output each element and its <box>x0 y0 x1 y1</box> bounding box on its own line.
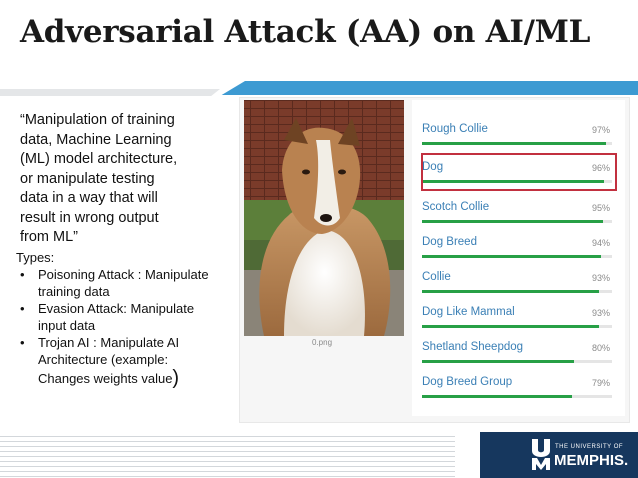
type-item-poisoning <box>16 266 234 300</box>
result-bar-fill <box>422 290 599 293</box>
result-percent: 93% <box>591 273 610 283</box>
quote-line: “Manipulation of training <box>20 112 175 128</box>
result-label: Dog Breed Group <box>422 376 513 388</box>
header-stripe <box>0 78 638 96</box>
attack-types <box>16 249 234 387</box>
result-bar-track <box>422 360 612 363</box>
result-percent: 94% <box>591 238 610 248</box>
type-item-trojan-cont <box>16 367 234 389</box>
result-row-shetland-sheepdog <box>420 341 614 375</box>
result-label: Rough Collie <box>422 123 488 135</box>
collie-image <box>244 100 404 336</box>
dog-photo <box>244 100 404 336</box>
result-label: Dog Breed <box>422 236 477 248</box>
type-text: training data <box>38 284 110 299</box>
result-label: Collie <box>422 271 451 283</box>
image-caption: 0.png <box>312 338 333 347</box>
type-text: Trojan AI : Manipulate AI <box>38 335 180 350</box>
closing-paren: ) <box>172 367 180 389</box>
result-bar-fill <box>422 325 599 328</box>
label-results-panel <box>412 100 625 416</box>
result-row-scotch-collie <box>420 201 614 235</box>
highlight-box <box>421 153 617 191</box>
logo-text-big: MEMPHIS. <box>554 452 629 469</box>
result-label: Dog <box>422 161 444 173</box>
result-bar-track <box>422 220 612 223</box>
quote-line: data, Machine Learning <box>20 131 172 148</box>
type-item-trojan <box>16 334 234 368</box>
slide-title: Adversarial Attack (AA) on AI/ML <box>20 14 591 50</box>
result-percent: 80% <box>591 343 610 353</box>
result-row-dog-breed <box>420 236 614 270</box>
type-text: input data <box>38 318 96 333</box>
type-text: Evasion Attack: Manipulate <box>38 301 195 316</box>
types-heading: Types: <box>16 250 55 265</box>
result-percent: 79% <box>591 378 610 388</box>
quote-line: (ML) model architecture, <box>20 151 178 167</box>
footer-lines <box>0 432 455 478</box>
result-percent: 96% <box>591 163 610 173</box>
result-row-dog-like-mammal <box>420 306 614 340</box>
quote-line: result in wrong output <box>20 209 159 226</box>
result-percent: 95% <box>591 203 610 213</box>
result-percent: 93% <box>591 308 610 318</box>
result-row-collie <box>420 271 614 305</box>
logo-text-small: THE UNIVERSITY OF <box>555 444 624 450</box>
result-bar-track <box>422 142 612 145</box>
result-label: Scotch Collie <box>422 201 490 213</box>
result-percent: 97% <box>591 125 610 135</box>
result-bar-track <box>422 290 612 293</box>
quote-line: data in a way that will <box>20 190 158 206</box>
type-text: Poisoning Attack : Manipulate <box>38 267 209 282</box>
result-row-dog-breed-group <box>420 376 614 410</box>
grey-wedge <box>0 89 220 96</box>
quote-line: or manipulate testing <box>20 170 155 187</box>
bullet: • <box>20 267 25 282</box>
classification-figure <box>239 97 630 423</box>
bullet: • <box>20 301 25 316</box>
types-list <box>16 266 234 387</box>
definition-quote <box>20 111 225 248</box>
result-bar-fill <box>422 220 603 223</box>
result-bar-fill <box>422 255 601 258</box>
result-bar-fill <box>422 142 606 145</box>
type-text: Changes weights value <box>38 371 173 386</box>
result-row-rough-collie <box>420 123 614 157</box>
result-label: Shetland Sheepdog <box>422 341 524 353</box>
result-bar-fill <box>422 395 572 398</box>
result-label: Dog Like Mammal <box>422 306 515 318</box>
result-bar-track <box>422 255 612 258</box>
university-logo-icon <box>530 438 552 471</box>
result-bar-track <box>422 325 612 328</box>
quote-line: from ML” <box>20 229 78 245</box>
result-bar-fill <box>422 360 574 363</box>
type-item-evasion <box>16 300 234 334</box>
bullet: • <box>20 335 25 350</box>
result-bar-track <box>422 395 612 398</box>
type-text: Architecture (example: <box>38 352 169 367</box>
